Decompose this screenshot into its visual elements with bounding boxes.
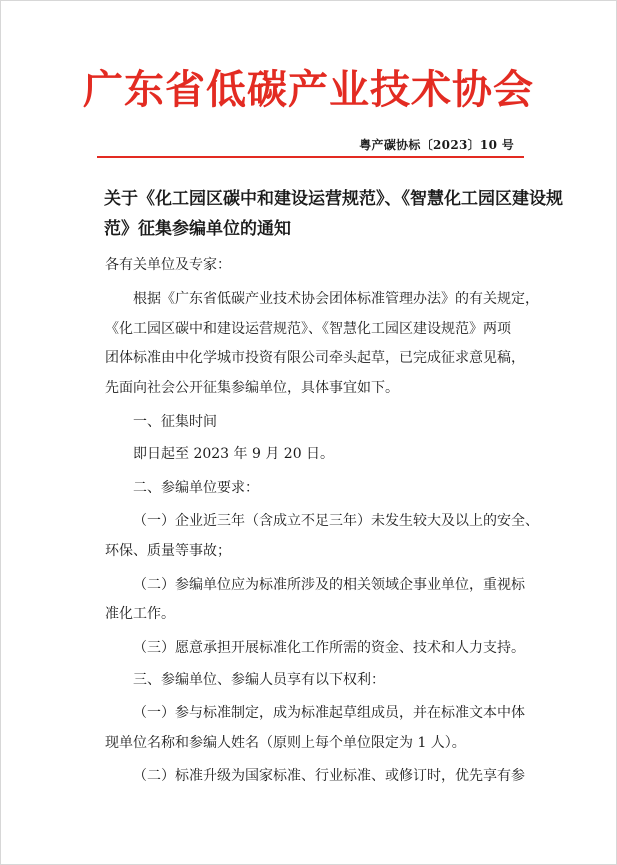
requirement-line: 准化工作。: [105, 606, 175, 622]
salutation: 各有关单位及专家：: [105, 257, 231, 273]
document-number: 粤产碳协标〔2023〕10 号: [359, 138, 514, 152]
notice-title-line: 关于《化工园区碳中和建设运营规范》、《智慧化工园区建设规: [104, 189, 563, 209]
intro-line: 《化工园区碳中和建设运营规范》、《智慧化工园区建设规范》两项: [105, 321, 511, 337]
requirement-line: （三）愿意承担开展标准化工作所需的资金、技术和人力支持。: [133, 640, 525, 656]
right-line: （二）标准升级为国家标准、行业标准、或修订时，优先享有参: [133, 768, 525, 784]
requirement-line: （二）参编单位应为标准所涉及的相关领域企事业单位，重视标: [133, 577, 525, 593]
intro-line: 根据《广东省低碳产业技术协会团体标准管理办法》的有关规定，: [133, 291, 539, 307]
section-text: 即日起至 2023 年 9 月 20 日。: [133, 446, 335, 462]
intro-line: 团体标准由中化学城市投资有限公司牵头起草，已完成征求意见稿，: [105, 350, 525, 366]
requirement-line: 环保、质量等事故；: [105, 543, 231, 559]
section-heading: 二、参编单位要求：: [133, 480, 259, 496]
notice-title: [104, 184, 563, 244]
intro-line: 先面向社会公开征集参编单位，具体事宜如下。: [105, 380, 399, 396]
org-letterhead-title: 广东省低碳产业技术协会: [83, 67, 534, 113]
requirement-line: （一）企业近三年（含成立不足三年）未发生较大及以上的安全、: [133, 513, 539, 529]
right-line: 现单位名称和参编人姓名（原则上每个单位限定为 1 人）。: [105, 735, 466, 751]
right-line: （一）参与标准制定，成为标准起草组成员，并在标准文本中体: [133, 705, 525, 721]
section-heading: 三、参编单位、参编人员享有以下权利：: [133, 672, 385, 688]
letterhead-divider: [97, 156, 524, 158]
notice-title-line: 范》征集参编单位的通知: [104, 219, 291, 239]
section-heading: 一、征集时间: [133, 414, 217, 430]
